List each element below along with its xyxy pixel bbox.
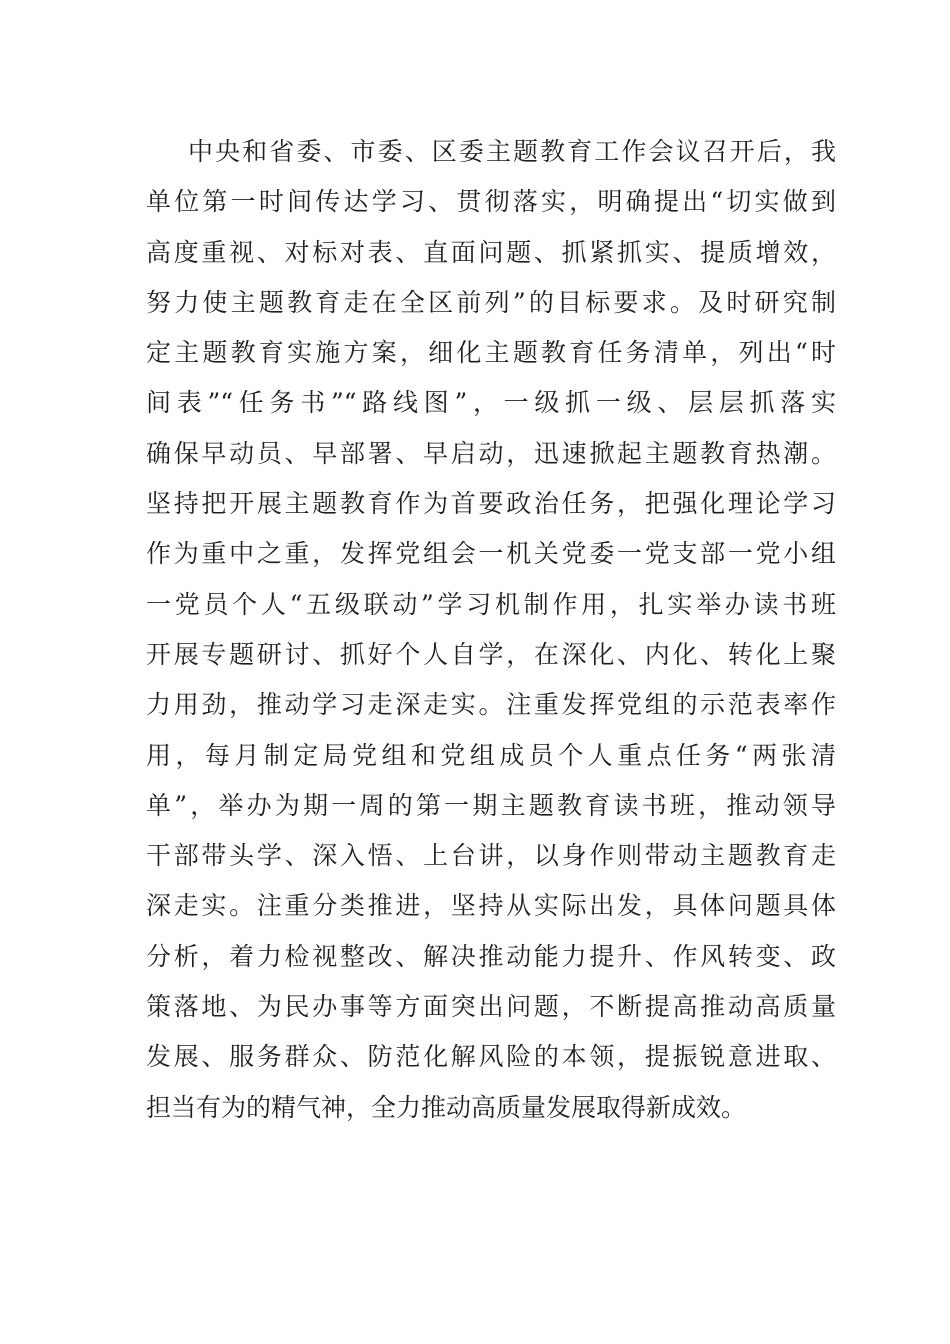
paragraph-line: 开展专题研讨、抓好个人自学，在深化、内化、转化上聚 <box>146 639 836 669</box>
paragraph-line: 努力使主题教育走在全区前列”的目标要求。及时研究制 <box>146 287 836 317</box>
paragraph-line: 干部带头学、深入悟、上台讲，以身作则带动主题教育走 <box>146 841 836 871</box>
paragraph-line: 分析，着力检视整改、解决推动能力提升、作风转变、政 <box>146 941 836 971</box>
paragraph-line: 作为重中之重，发挥党组会一机关党委一党支部一党小组 <box>146 539 836 569</box>
paragraph-line: 单位第一时间传达学习、贯彻落实，明确提出“切实做到 <box>146 187 836 217</box>
paragraph-line: 中央和省委、市委、区委主题教育工作会议召开后，我 <box>188 137 836 166</box>
paragraph-line: 间表”“任务书”“路线图”，一级抓一级、层层抓落实 <box>146 388 836 418</box>
paragraph-line: 担当有为的精气神，全力推动高质量发展取得新成效。 <box>146 1092 747 1122</box>
paragraph-line: 一党员个人“五级联动”学习机制作用，扎实举办读书班 <box>146 589 836 619</box>
paragraph-line: 高度重视、对标对表、直面问题、抓紧抓实、提质增效， <box>146 237 836 267</box>
paragraph-line: 力用劲，推动学习走深走实。注重发挥党组的示范表率作 <box>146 690 836 720</box>
paragraph-line: 坚持把开展主题教育作为首要政治任务，把强化理论学习 <box>146 489 836 519</box>
paragraph-line: 发展、服务群众、防范化解风险的本领，提振锐意进取、 <box>146 1042 836 1072</box>
paragraph-line: 确保早动员、早部署、早启动，迅速掀起主题教育热潮。 <box>146 438 836 468</box>
paragraph-line: 深走实。注重分类推进，坚持从实际出发，具体问题具体 <box>146 891 836 921</box>
paragraph-line: 用，每月制定局党组和党组成员个人重点任务“两张清 <box>146 740 836 770</box>
paragraph-line: 单”，举办为期一周的第一期主题教育读书班，推动领导 <box>146 790 836 820</box>
paragraph-line: 策落地、为民办事等方面突出问题，不断提高推动高质量 <box>146 992 836 1022</box>
paragraph-line: 定主题教育实施方案，细化主题教育任务清单，列出“时 <box>146 338 836 368</box>
body-paragraph <box>146 127 836 1133</box>
